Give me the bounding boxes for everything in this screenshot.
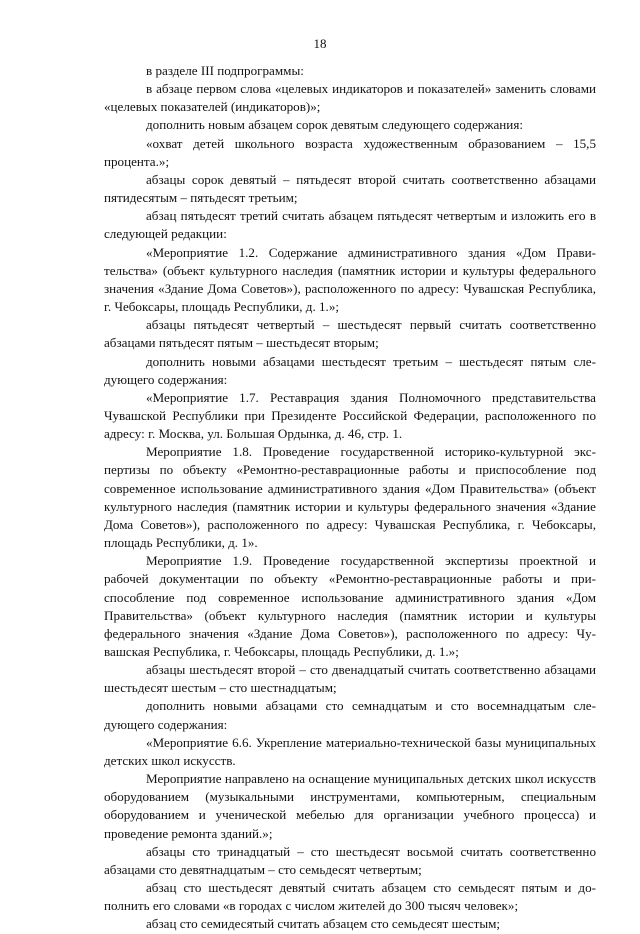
paragraph: абзацы пятьдесят четвертый – шестьдесят первый считать соответственно абзацами пятьдесят пятым – шестьдесят вторым; — [104, 317, 596, 351]
paragraph: Мероприятие 1.8. Проведение государственной историко-культурной экспертизы по объекту «Ремонтно-реставрационные работы и приспособление под современное использование административного здания «Дом Правительства» (объект культурного наследия (памятник истории и культуры федерального значения «Здание Дома Советов»), расположенного по адресу: Чувашская Республика, г. Чебоксары, площадь Республики, д. 1». — [104, 444, 596, 551]
document-body — [104, 62, 596, 934]
paragraph: абзацы сорок девятый – пятьдесят второй считать соответственно абзацами пятидесятым – пятьдесят третьим; — [104, 171, 596, 206]
paragraph: дополнить новыми абзацами шестьдесят третьим – шестьдесят пятым следующего содержания: — [104, 353, 596, 387]
paragraph: Мероприятие 1.9. Проведение государственной экспертизы проектной и рабочей документации по объекту «Ремонтно-реставрационные работы и приспособление под современное использование административного здания «Дом Правительства» (объект культурного наследия (памятник истории и культуры федерального значения «Здание Дома Советов»), расположенного по адресу: Чувашская Республика, г. Чебоксары, площадь Республики, д. 1.»; — [104, 553, 596, 659]
paragraph: абзац пятьдесят третий считать абзацем пятьдесят четвертым и изложить его в следующей редакции: — [104, 208, 596, 242]
paragraph: дополнить новыми абзацами сто семнадцатым и сто восемнадцатым следующего содержания: — [104, 698, 596, 732]
paragraph: Мероприятие направлено на оснащение муниципальных детских школ искусств оборудованием (музыкальными инструментами, компьютерным, специальным оборудованием и ученической мебелью для организации учебного процесса) и проведение ремонта зданий.»; — [104, 771, 596, 841]
paragraph: абзац сто семидесятый считать абзацем сто семьдесят шестым; — [146, 916, 501, 932]
paragraph: «Мероприятие 6.6. Укрепление материально-технической базы муниципальных детских школ искусств. — [104, 734, 596, 768]
paragraph: абзац сто шестьдесят девятый считать абзацем сто семьдесят пятым и дополнить его словами «в городах с числом жителей до 300 тысяч человек»; — [104, 880, 596, 914]
paragraph: в абзаце первом слова «целевых индикаторов и показателей» заменить словами «целевых показателей (индикаторов)»; — [104, 81, 596, 115]
paragraph: «Мероприятие 1.2. Содержание административного здания «Дом Правительства» (объект культурного наследия (памятник истории и культуры федерального значения «Здание Дома Советов»), расположенного по адресу: Чувашская Республика, г. Чебоксары, площадь Республики, д. 1.»; — [104, 244, 596, 315]
paragraph: «Мероприятие 1.7. Реставрация здания Полномочного представительства Чувашской Республики при Президенте Российской Федерации, расположенного по адресу: г. Москва, ул. Большая Ордынка, д. 46, стр. 1. — [104, 389, 596, 442]
paragraph: абзацы сто тринадцатый – сто шестьдесят восьмой считать соответственно абзацами сто девятнадцатым – сто семьдесят четвертым; — [104, 843, 596, 877]
paragraph: «охват детей школьного возраста художественным образованием – 15,5 процента.»; — [104, 135, 596, 169]
page-number: 18 — [313, 36, 327, 51]
paragraph: дополнить новым абзацем сорок девятым следующего содержания: — [146, 117, 523, 133]
paragraph: в разделе III подпрограммы: — [146, 63, 304, 78]
paragraph: абзацы шестьдесят второй – сто двенадцатый считать соответственно абзацами шестьдесят шестым – сто шестнадцатым; — [104, 662, 596, 696]
